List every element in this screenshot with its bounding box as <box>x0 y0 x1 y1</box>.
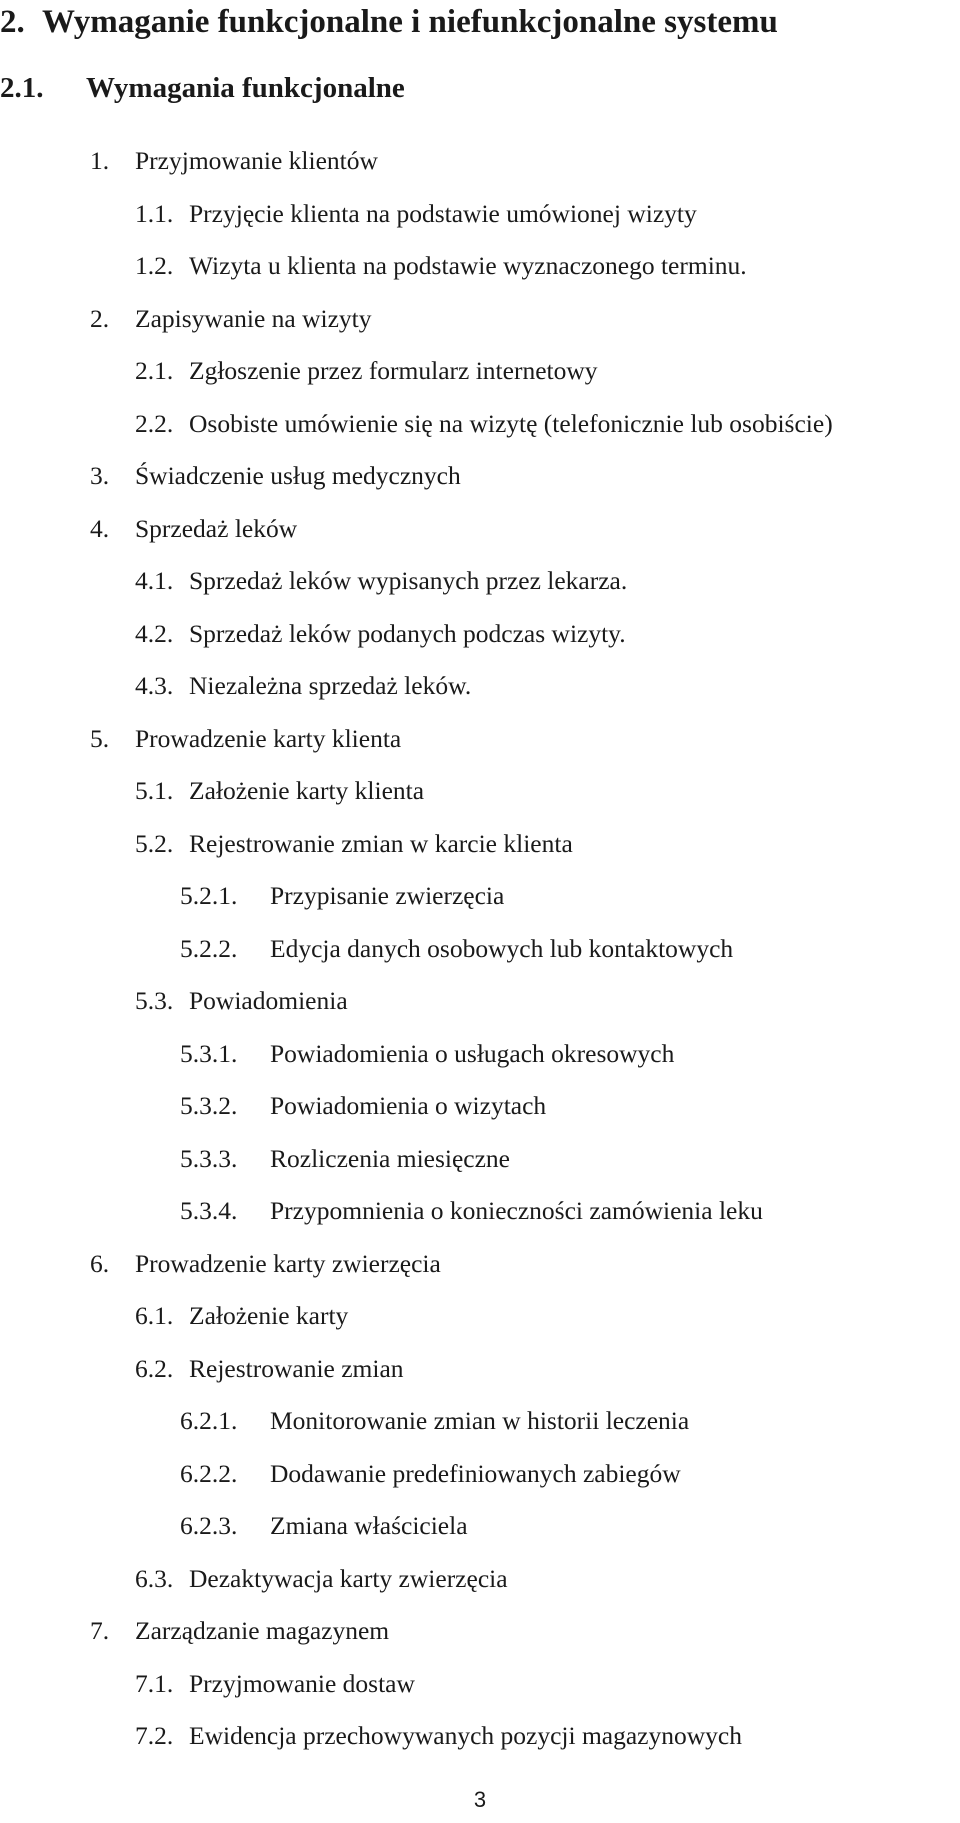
outline-item-text: Zmiana właściciela <box>270 1511 468 1540</box>
outline-item-text: Przyjęcie klienta na podstawie umówionej wizyty <box>189 198 697 228</box>
outline-item <box>0 1185 960 1238</box>
outline-item <box>0 1028 960 1081</box>
outline-item-text: Powiadomienia o usługach okresowych <box>270 1038 675 1068</box>
outline-item <box>0 1290 960 1343</box>
outline-item-text: Przyjmowanie klientów <box>135 146 378 175</box>
outline-item-number: 5.3.2. <box>180 1091 238 1120</box>
outline-item-text: Dezaktywacja karty zwierzęcia <box>189 1563 508 1593</box>
subsection-heading-number: 2.1. <box>0 72 44 104</box>
outline-item <box>0 765 960 818</box>
outline-item-number: 4.3. <box>135 671 174 700</box>
outline-item-number: 5. <box>90 723 110 753</box>
outline-item <box>0 1500 960 1553</box>
outline-item <box>0 1553 960 1606</box>
outline-item <box>0 1343 960 1396</box>
outline-item-text: Powiadomienia <box>189 986 348 1015</box>
outline-item-text: Zapisywanie na wizyty <box>135 303 372 333</box>
outline-item-number: 1.1. <box>135 198 174 228</box>
outline-item <box>0 870 960 923</box>
outline-item <box>0 293 960 346</box>
outline-item-number: 6.2.2. <box>180 1458 238 1488</box>
outline-item-number: 2. <box>90 303 110 333</box>
outline-item <box>0 345 960 398</box>
outline-item <box>0 818 960 871</box>
section-heading-number: 2. <box>0 4 25 40</box>
outline-item <box>0 1395 960 1448</box>
outline-item-number: 4. <box>90 513 110 543</box>
section-heading <box>0 2 778 42</box>
outline-item <box>0 1605 960 1658</box>
outline-item-text: Sprzedaż leków <box>135 513 298 543</box>
outline-item-text: Niezależna sprzedaż leków. <box>189 671 472 700</box>
outline-item-number: 7.2. <box>135 1721 174 1750</box>
outline-item <box>0 1448 960 1501</box>
section-heading-title: Wymaganie funkcjonalne i niefunkcjonalne systemu <box>42 4 778 40</box>
outline-item <box>0 398 960 451</box>
outline-item-text: Sprzedaż leków podanych podczas wizyty. <box>189 618 626 648</box>
outline-item-number: 5.1. <box>135 776 174 805</box>
outline-item <box>0 1080 960 1133</box>
outline-item-text: Przypisanie zwierzęcia <box>270 881 505 910</box>
outline-item-number: 5.3.3. <box>180 1143 238 1173</box>
outline-item-number: 5.3.1. <box>180 1038 238 1068</box>
outline-item-number: 1.2. <box>135 251 174 280</box>
outline-item-text: Przypomnienia o konieczności zamówienia leku <box>270 1196 763 1225</box>
outline-item-text: Dodawanie predefiniowanych zabiegów <box>270 1458 681 1488</box>
outline-item-number: 5.3. <box>135 986 174 1015</box>
outline-item-text: Rejestrowanie zmian <box>189 1353 404 1383</box>
outline-item-number: 6.1. <box>135 1301 174 1330</box>
outline-item-text: Wizyta u klienta na podstawie wyznaczonego terminu. <box>189 251 747 280</box>
outline-item-number: 5.2.1. <box>180 881 238 910</box>
outline-item-text: Sprzedaż leków wypisanych przez lekarza. <box>189 566 628 595</box>
outline-item-text: Powiadomienia o wizytach <box>270 1091 547 1120</box>
outline-item-number: 3. <box>90 461 110 490</box>
outline-item-number: 7.1. <box>135 1668 174 1698</box>
requirements-outline <box>0 135 960 1763</box>
outline-item-text: Ewidencja przechowywanych pozycji magazynowych <box>189 1721 742 1750</box>
outline-item <box>0 135 960 188</box>
outline-item-number: 6.3. <box>135 1563 174 1593</box>
outline-item-text: Prowadzenie karty klienta <box>135 723 402 753</box>
outline-item-text: Zgłoszenie przez formularz internetowy <box>189 356 598 385</box>
outline-item <box>0 975 960 1028</box>
outline-item-number: 5.2.2. <box>180 933 238 963</box>
outline-item-number: 1. <box>90 146 110 175</box>
outline-item-number: 5.3.4. <box>180 1196 238 1225</box>
subsection-heading-title: Wymagania funkcjonalne <box>86 72 405 104</box>
outline-item <box>0 608 960 661</box>
outline-item-text: Założenie karty <box>189 1301 349 1330</box>
outline-item-text: Zarządzanie magazynem <box>135 1616 390 1645</box>
outline-item-text: Rejestrowanie zmian w karcie klienta <box>189 828 573 858</box>
outline-item-text: Osobiste umówienie się na wizytę (telefonicznie lub osobiście) <box>189 408 833 438</box>
outline-item-text: Edycja danych osobowych lub kontaktowych <box>270 933 734 963</box>
outline-item <box>0 660 960 713</box>
outline-item <box>0 1133 960 1186</box>
outline-item <box>0 1710 960 1763</box>
page-number: 3 <box>473 1787 487 1812</box>
outline-item <box>0 503 960 556</box>
outline-item-number: 6.2.1. <box>180 1406 238 1435</box>
outline-item <box>0 450 960 503</box>
outline-item-text: Założenie karty klienta <box>189 776 425 805</box>
outline-item <box>0 713 960 766</box>
outline-item <box>0 240 960 293</box>
outline-item <box>0 188 960 241</box>
outline-item-text: Świadczenie usług medycznych <box>135 461 461 490</box>
outline-item-text: Rozliczenia miesięczne <box>270 1143 510 1173</box>
outline-item-number: 5.2. <box>135 828 174 858</box>
outline-item-number: 6.2. <box>135 1353 174 1383</box>
outline-item <box>0 1238 960 1291</box>
outline-item <box>0 923 960 976</box>
outline-item-number: 2.1. <box>135 356 174 385</box>
outline-item-number: 4.2. <box>135 618 174 648</box>
subsection-heading <box>0 70 405 106</box>
outline-item-text: Monitorowanie zmian w historii leczenia <box>270 1406 690 1435</box>
outline-item-text: Przyjmowanie dostaw <box>189 1668 415 1698</box>
outline-item-number: 2.2. <box>135 408 174 438</box>
outline-item-text: Prowadzenie karty zwierzęcia <box>135 1248 441 1278</box>
outline-item-number: 4.1. <box>135 566 174 595</box>
outline-item <box>0 555 960 608</box>
outline-item <box>0 1658 960 1711</box>
outline-item-number: 7. <box>90 1616 110 1645</box>
outline-item-number: 6.2.3. <box>180 1511 238 1540</box>
outline-item-number: 6. <box>90 1248 110 1278</box>
